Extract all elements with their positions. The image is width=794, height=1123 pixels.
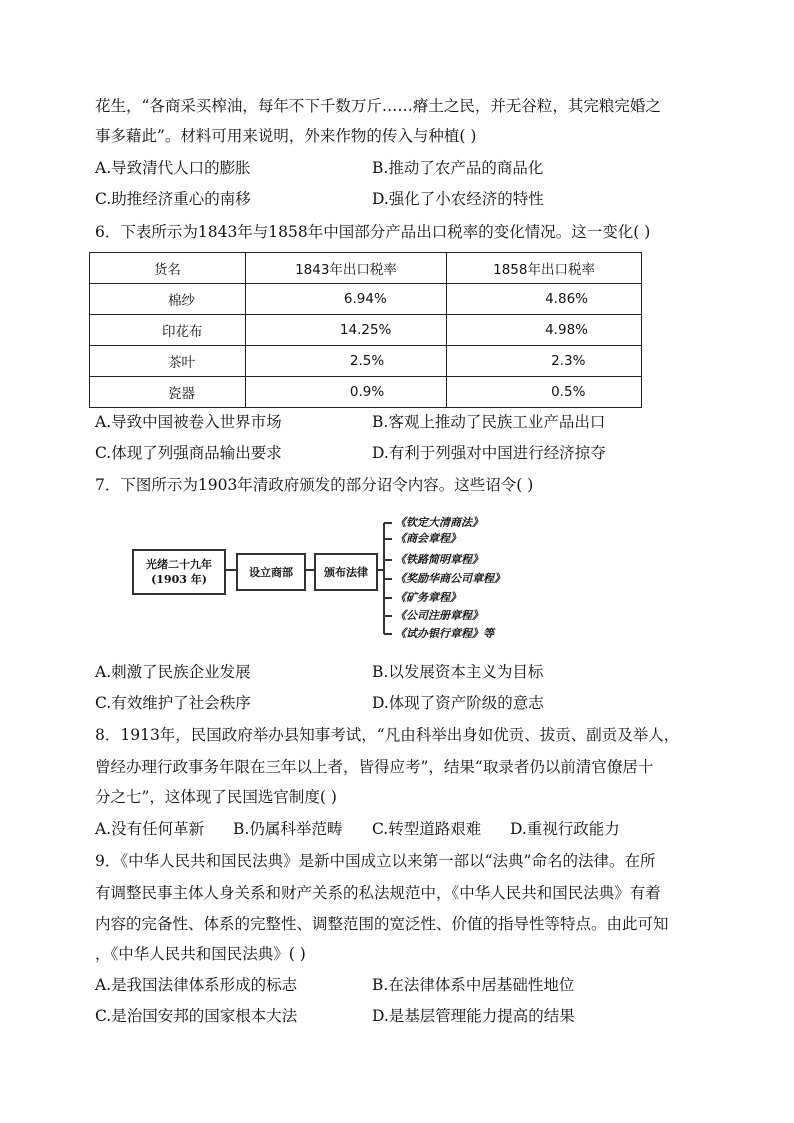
law-item: 《商会章程》: [395, 532, 461, 545]
table-cell: 4.86%: [447, 284, 642, 315]
table-cell: 棉纱: [90, 284, 246, 315]
q9-option-c[interactable]: C.是治国安邦的国家根本大法: [95, 1007, 298, 1025]
q6-option-c[interactable]: C.体现了列强商品输出要求: [95, 444, 282, 462]
establish-ministry-box: 设立商部: [236, 553, 306, 591]
q8-stem-line-3: 分之七”，这体现了民国选官制度( ): [95, 788, 337, 806]
edict-flow-diagram: [130, 513, 550, 648]
q6-stem: 6．下表所示为1843年与1858年中国部分产品出口税率的变化情况。这一变化( ): [95, 223, 651, 241]
table-row: [90, 377, 642, 408]
q5-option-d[interactable]: D.强化了小农经济的特性: [372, 190, 544, 208]
q9-stem-line-1: 9．《中华人民共和国民法典》是新中国成立以来第一部以“法典”命名的法律。在所: [95, 852, 656, 870]
q5-option-c[interactable]: C.助推经济重心的南移: [95, 190, 251, 208]
table-cell: 14.25%: [245, 315, 446, 346]
q8-option-b[interactable]: B.仍属科举范畴: [233, 820, 343, 838]
q9-stem-line-3: 内容的完备性、体系的完整性、调整范围的宽泛性、价值的指导性等特点。由此可知: [95, 915, 669, 933]
q9-stem-line-2: 有调整民事主体人身关系和财产关系的私法规范中，《中华人民共和国民法典》有着: [95, 884, 661, 902]
q7-option-c[interactable]: C.有效维护了社会秩序: [95, 694, 251, 712]
table-cell: 瓷器: [90, 377, 246, 408]
q5-option-b[interactable]: B.推动了农产品的商品化: [372, 159, 544, 177]
table-cell: 2.5%: [245, 346, 446, 377]
q9-stem-line-4: ，《中华人民共和国民法典》( ): [95, 945, 306, 963]
q9-option-d[interactable]: D.是基层管理能力提高的结果: [372, 1007, 575, 1025]
q7-option-d[interactable]: D.体现了资产阶级的意志: [372, 694, 544, 712]
law-item: 《试办银行章程》等: [395, 627, 494, 640]
table-cell: 4.98%: [447, 315, 642, 346]
table-header-cell: 1858年出口税率: [447, 253, 642, 284]
start-year-box: 光绪二十九年 (1903 年): [132, 549, 226, 595]
law-item: 《公司注册章程》: [395, 609, 483, 622]
q5-option-a[interactable]: A.导致清代人口的膨胀: [95, 159, 251, 177]
table-header-cell: 1843年出口税率: [245, 253, 446, 284]
q5-stem-line-1: 花生，“各商采买榨油，每年不下千数万斤……瘠土之民，并无谷粒，其完粮完婚之: [95, 97, 661, 115]
q8-option-a[interactable]: A.没有任何革新: [95, 820, 205, 838]
law-item: 《钦定大清商法》: [395, 516, 483, 529]
table-cell: 6.94%: [245, 284, 446, 315]
q7-option-b[interactable]: B.以发展资本主义为目标: [372, 663, 544, 681]
table-row: [90, 315, 642, 346]
table-cell: 茶叶: [90, 346, 246, 377]
q6-option-a[interactable]: A.导致中国被卷入世界市场: [95, 413, 282, 431]
q6-option-b[interactable]: B.客观上推动了民族工业产品出口: [372, 413, 606, 431]
table-cell: 2.3%: [447, 346, 642, 377]
promulgate-law-box: 颁布法律: [314, 553, 378, 591]
q7-stem: 7．下图所示为1903年清政府颁发的部分诏令内容。这些诏令( ): [95, 476, 534, 494]
q8-stem-line-2: 曾经办理行政事务年限在三年以上者，皆得应考”，结果“取录者仍以前清官僚居十: [95, 758, 654, 776]
table-cell: 0.9%: [245, 377, 446, 408]
export-tax-table: [89, 252, 642, 408]
law-item: 《铁路简明章程》: [395, 553, 483, 566]
q9-option-b[interactable]: B.在法律体系中居基础性地位: [372, 976, 575, 994]
q6-option-d[interactable]: D.有利于列强对中国进行经济掠夺: [372, 444, 606, 462]
table-row: [90, 346, 642, 377]
table-header-row: [90, 253, 642, 284]
law-item: 《矿务章程》: [395, 591, 461, 604]
q7-option-a[interactable]: A.刺激了民族企业发展: [95, 663, 251, 681]
q9-option-a[interactable]: A.是我国法律体系形成的标志: [95, 976, 298, 994]
q5-stem-line-2: 事多藉此”。材料可用来说明，外来作物的传入与种植( ): [95, 127, 477, 145]
q8-stem-line-1: 8．1913年，民国政府举办县知事考试，“凡由科举出身如优贡、拔贡、副贡及举人，: [95, 726, 680, 744]
table-cell: 印花布: [90, 315, 246, 346]
q8-option-c[interactable]: C.转型道路艰难: [372, 820, 482, 838]
q8-option-d[interactable]: D.重视行政能力: [510, 820, 620, 838]
table-header-cell: 货名: [90, 253, 246, 284]
table-row: [90, 284, 642, 315]
table-cell: 0.5%: [447, 377, 642, 408]
law-item: 《奖励华商公司章程》: [395, 572, 505, 585]
